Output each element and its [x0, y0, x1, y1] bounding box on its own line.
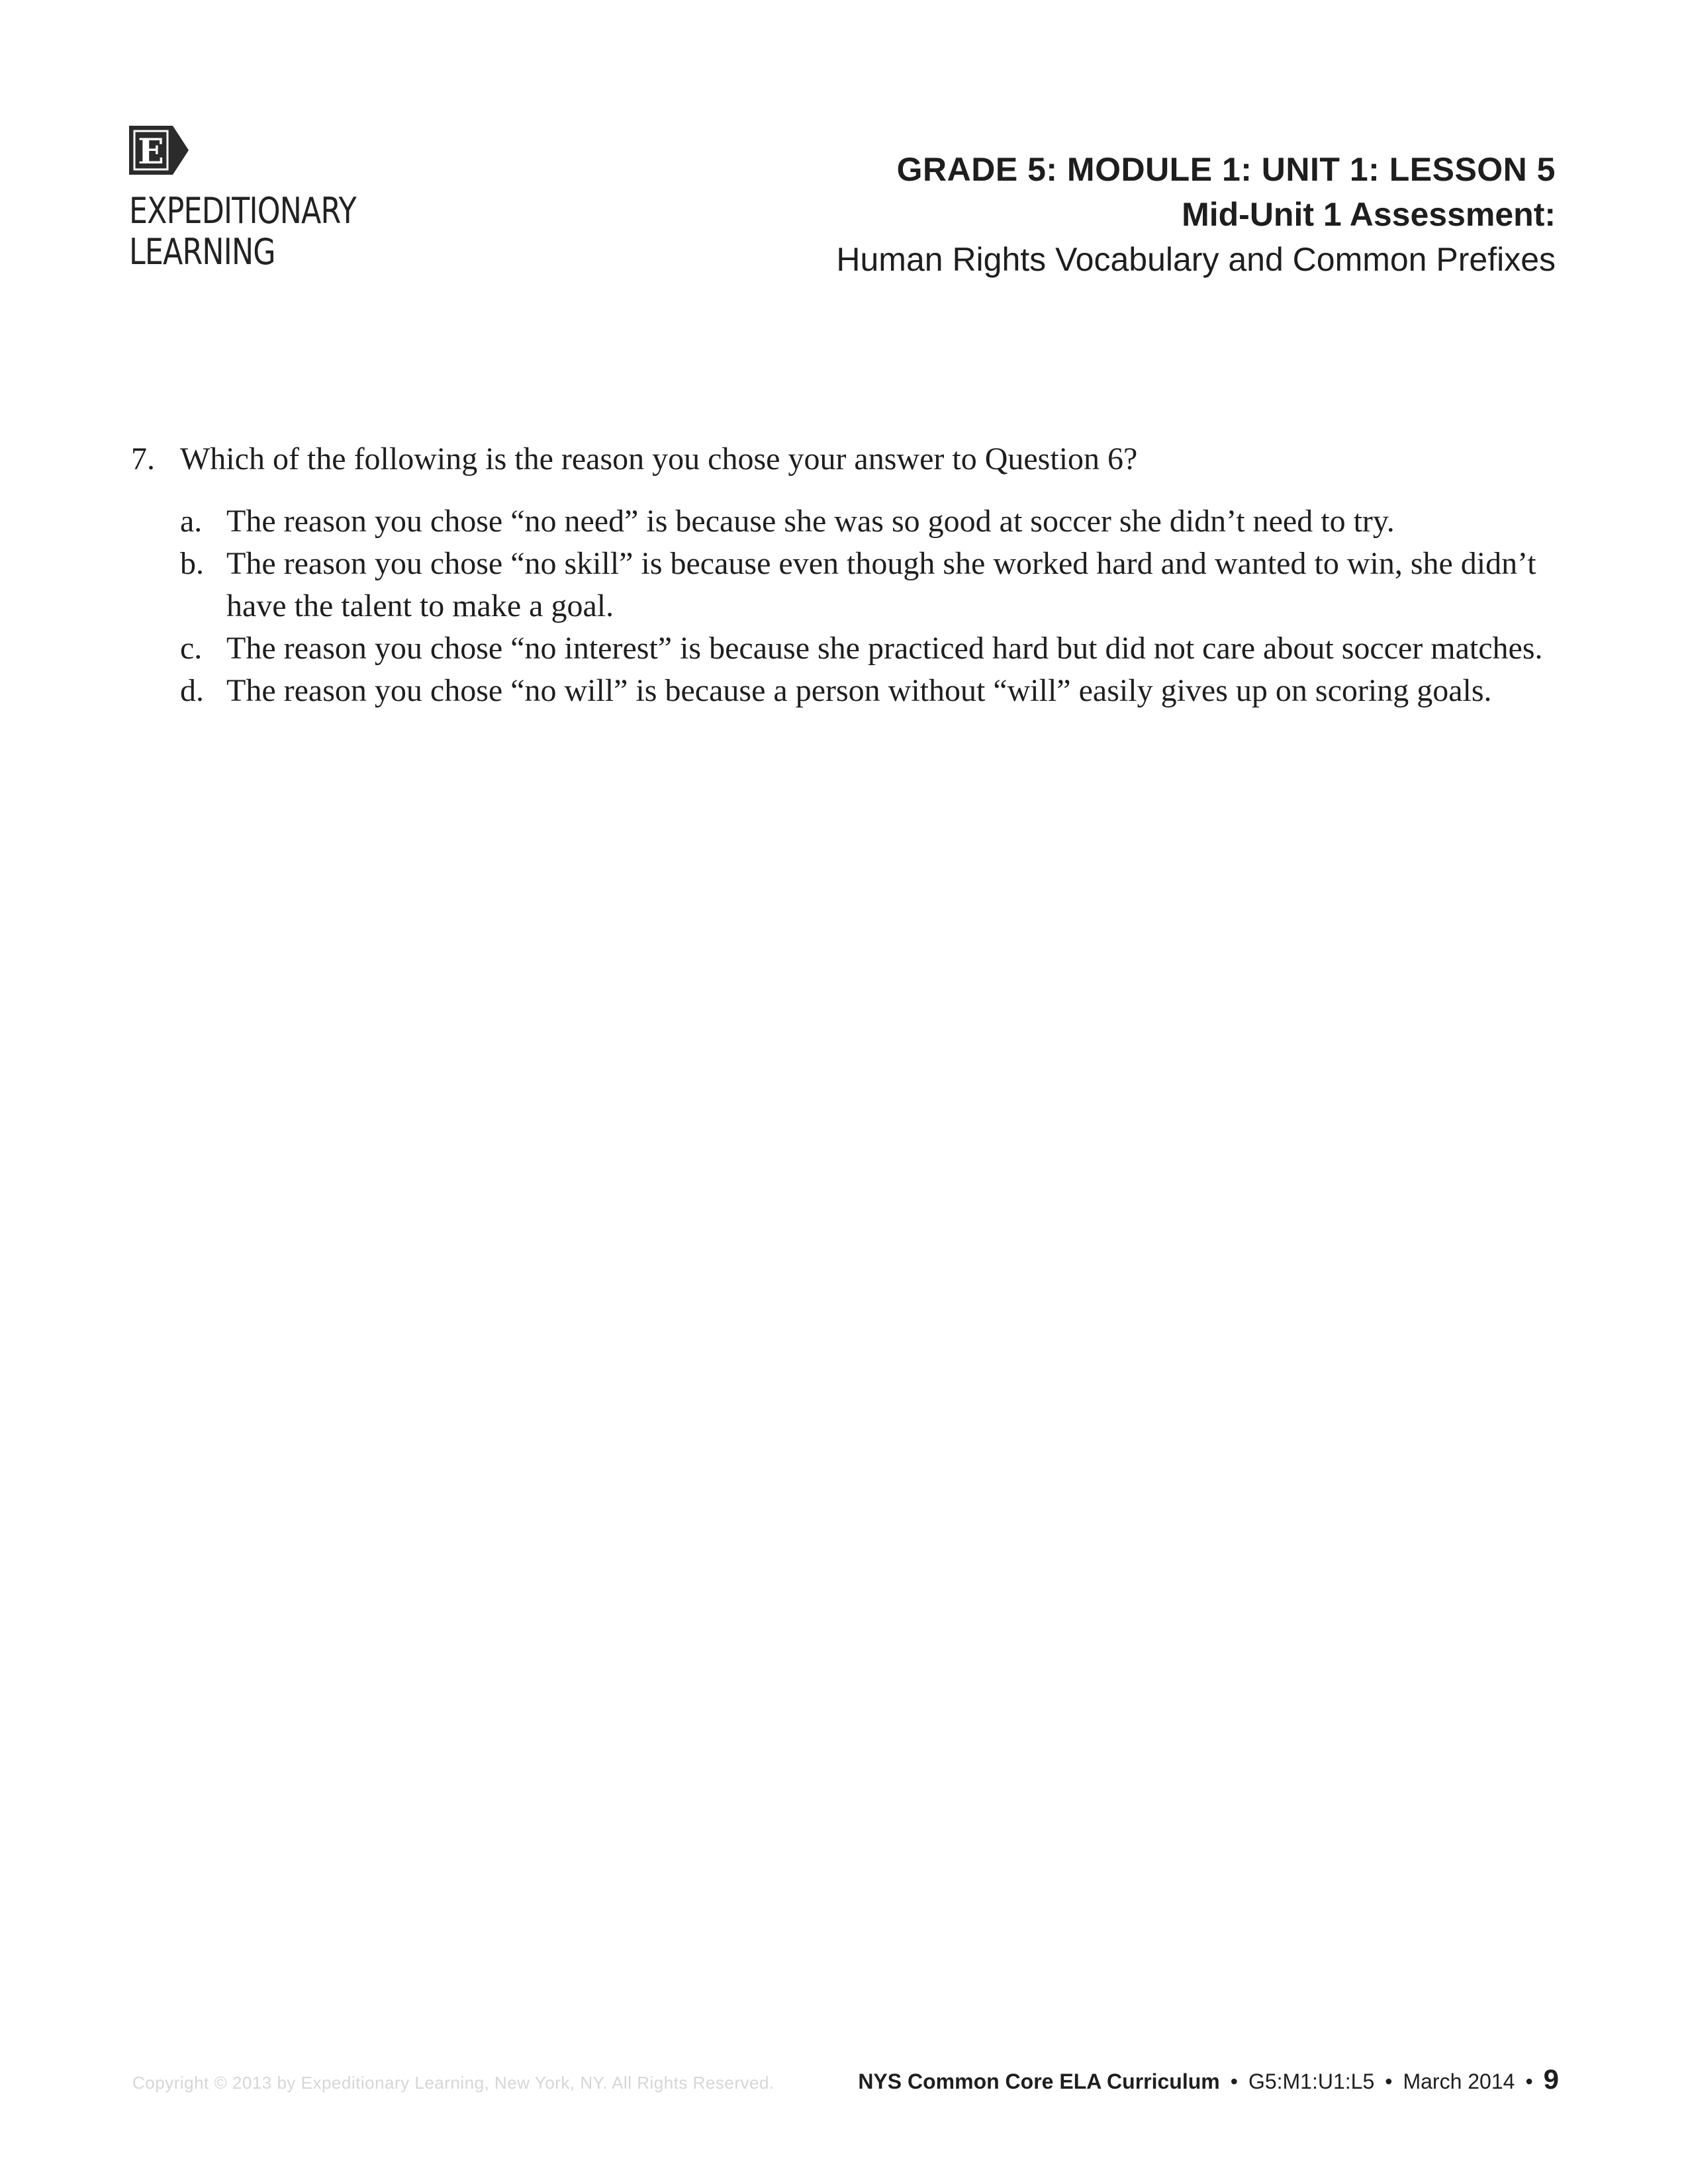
option-text: The reason you chose “no need” is because she was so good at soccer she didn’t need to try. — [226, 504, 1395, 539]
question-7 — [131, 438, 1554, 712]
lesson-code: G5:M1:U1:L5 — [1248, 2070, 1375, 2093]
lesson-header — [836, 147, 1556, 282]
answer-option-c — [180, 627, 1550, 670]
expeditionary-learning-logo — [129, 126, 394, 285]
option-letter: c. — [180, 631, 203, 666]
question-text: Which of the following is the reason you chose your answer to Question 6? — [180, 441, 1138, 477]
logo-mark-letter: E — [138, 132, 164, 172]
footer-separator: • — [1385, 2070, 1393, 2093]
assessment-title: Mid-Unit 1 Assessment: — [1182, 196, 1556, 233]
option-letter: d. — [180, 673, 204, 708]
option-letter: a. — [180, 504, 203, 539]
page-footer — [858, 2064, 1559, 2095]
footer-separator: • — [1230, 2070, 1238, 2093]
option-text: The reason you chose “no skill” is because even though she worked hard and wanted to win, she didn’t have the talent to make a goal. — [226, 546, 1536, 623]
page-number: 9 — [1543, 2064, 1559, 2095]
assessment-subtitle: Human Rights Vocabulary and Common Prefixes — [836, 241, 1556, 278]
publication-date: March 2014 — [1403, 2070, 1515, 2093]
grade-module-line: GRADE 5: MODULE 1: UNIT 1: LESSON 5 — [896, 151, 1556, 188]
logo-line-1: EXPEDITIONARY — [129, 190, 356, 232]
logo-line-2: LEARNING — [129, 231, 275, 273]
footer-separator: • — [1525, 2070, 1533, 2093]
copyright-notice: Copyright © 2013 by Expeditionary Learning, New York, NY. All Rights Reserved. — [132, 2073, 774, 2093]
answer-option-d — [180, 670, 1550, 712]
logo-e-mark-icon — [129, 126, 189, 175]
option-text: The reason you chose “no interest” is because she practiced hard but did not care about soccer matches. — [226, 631, 1543, 666]
curriculum-name: NYS Common Core ELA Curriculum — [858, 2070, 1220, 2093]
question-stem — [131, 438, 1554, 480]
answer-option-b — [180, 543, 1550, 627]
answer-options — [131, 500, 1554, 712]
question-number: 7. — [131, 441, 155, 477]
answer-option-a — [180, 500, 1550, 543]
logo-wordmark — [129, 191, 356, 273]
option-letter: b. — [180, 546, 204, 581]
option-text: The reason you chose “no will” is because a person without “will” easily gives up on scoring goals. — [226, 673, 1492, 708]
